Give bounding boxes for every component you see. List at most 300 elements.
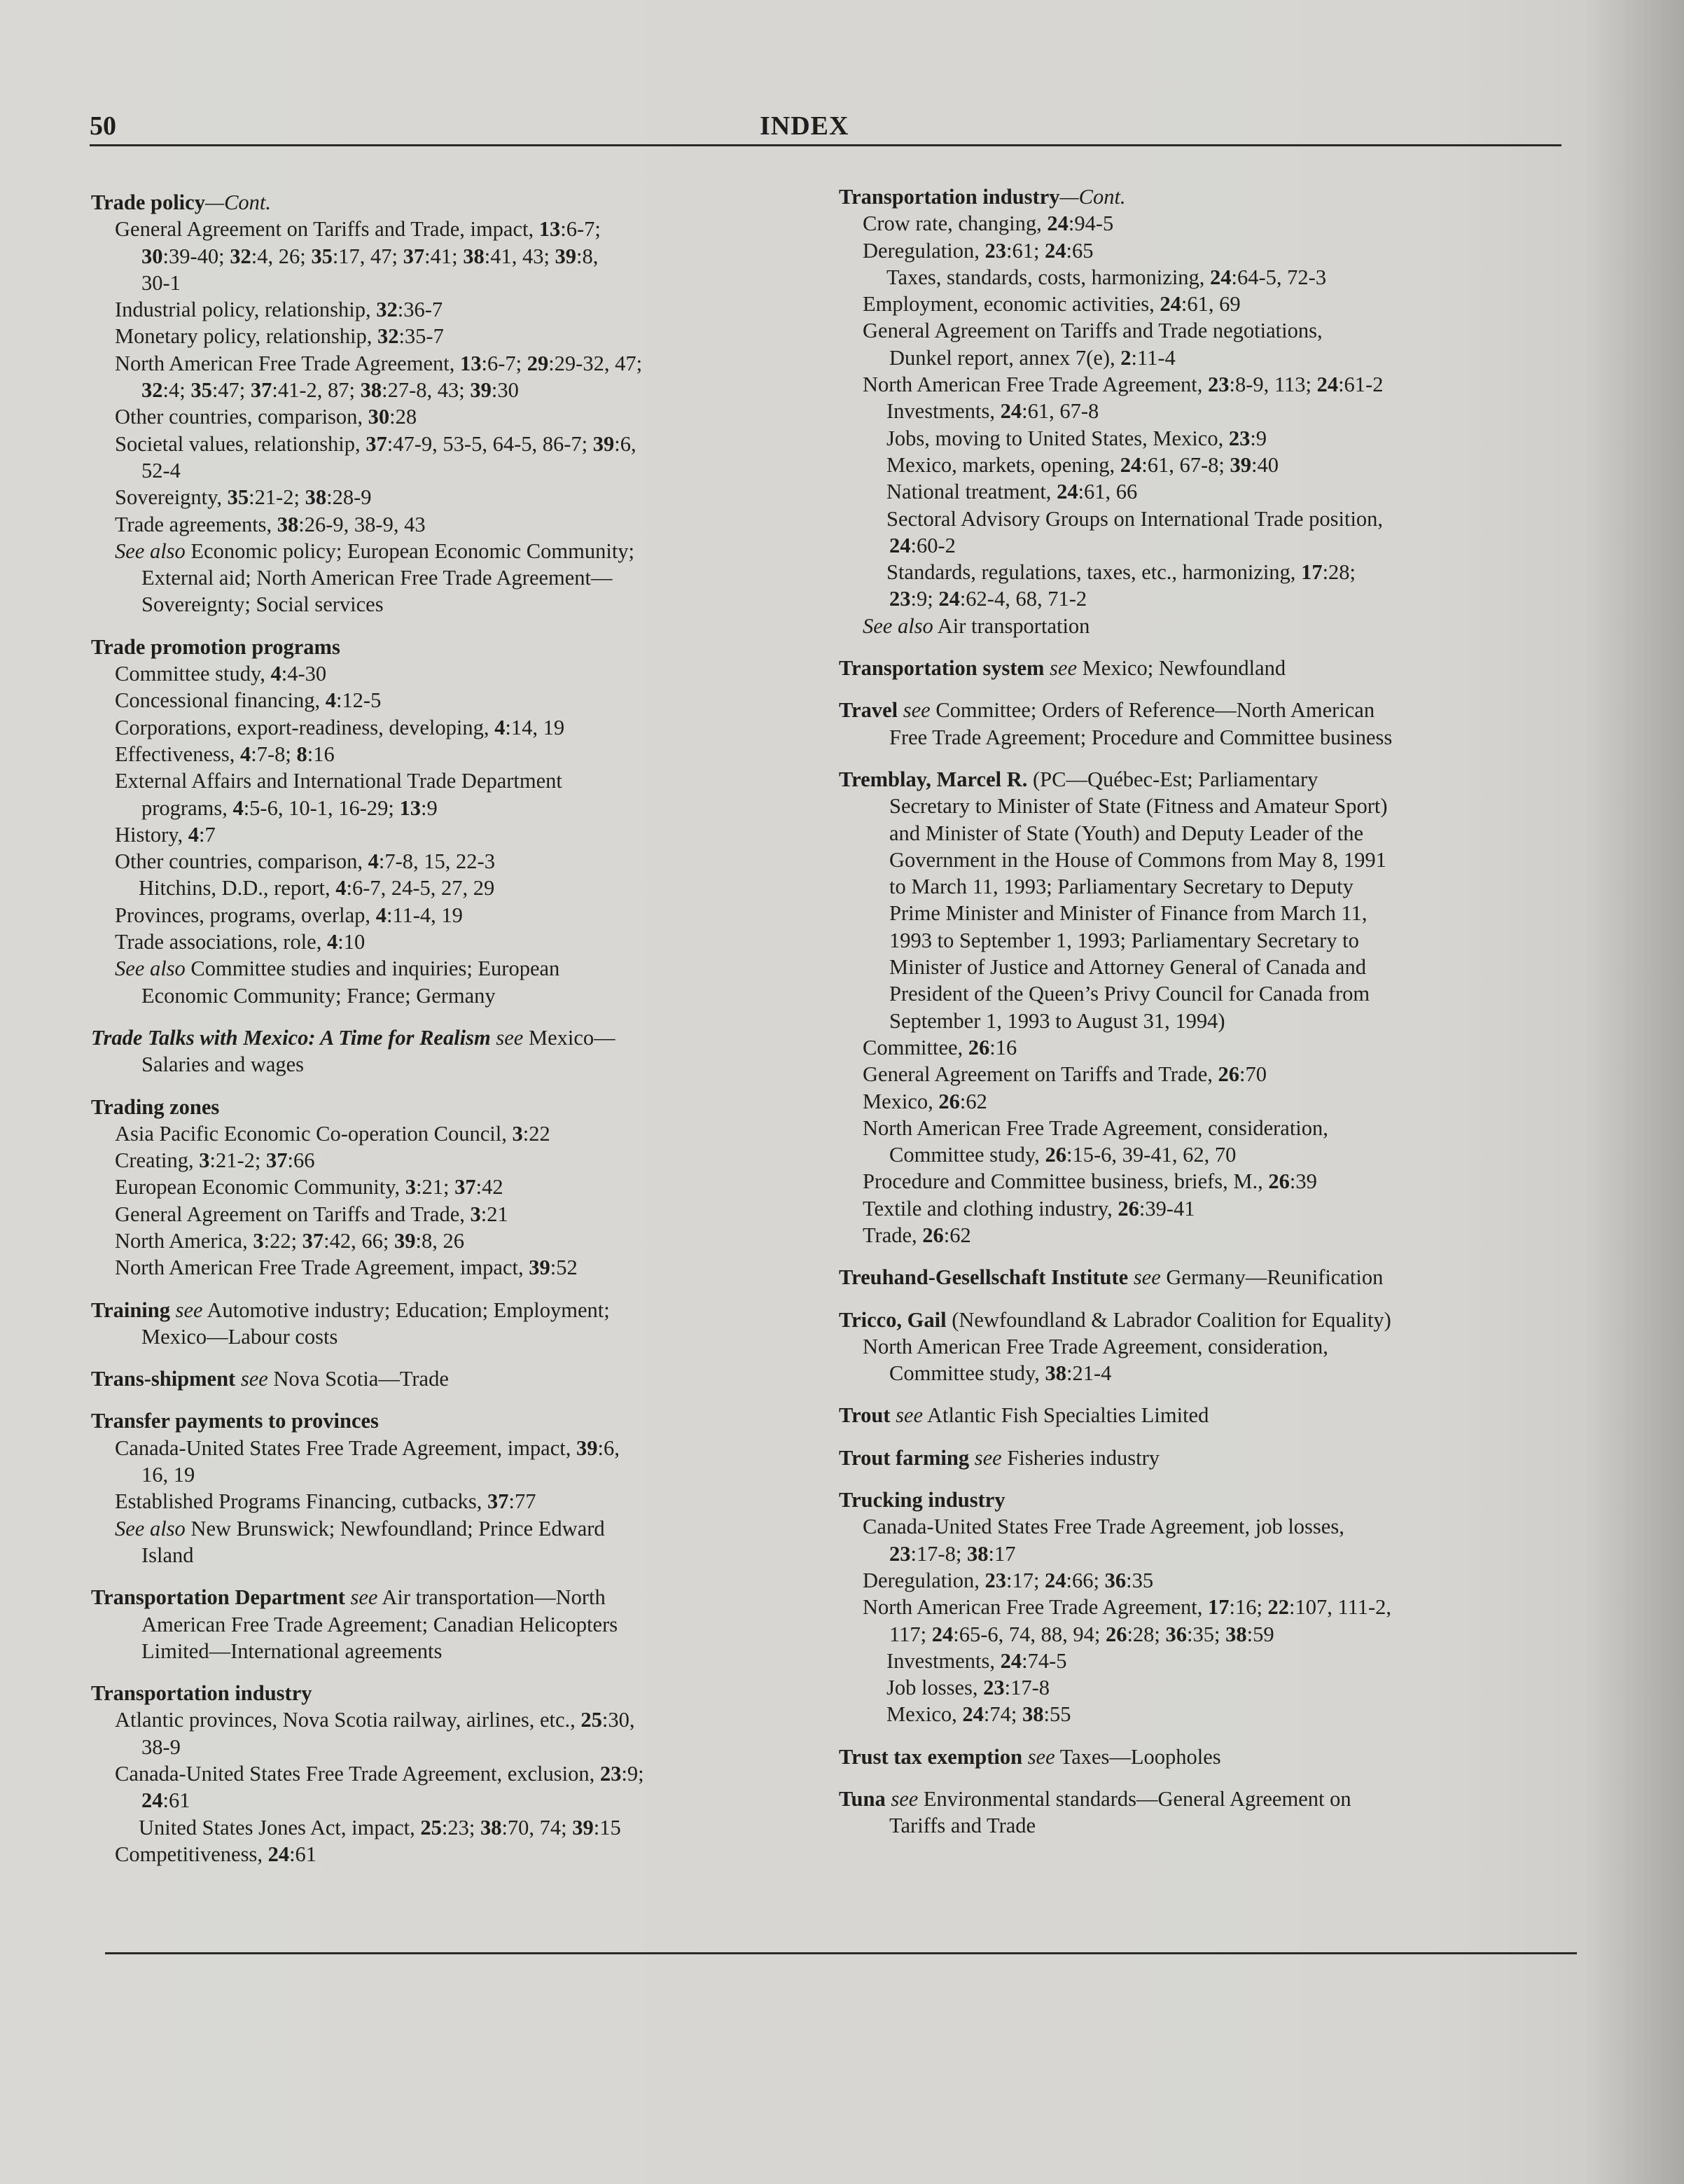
text-run: General Agreement on Tariffs and Trade, impact, [115,217,539,242]
bold-text: 25 [420,1815,442,1839]
text-run: :10 [338,930,366,954]
bold-text: 37 [403,244,425,268]
bold-text: 38 [360,378,382,403]
index-subentry-line [91,1841,833,1867]
text-run: North American Free Trade Agreement, [863,1595,1208,1620]
index-subentry-line [91,848,833,875]
index-subentry-line [91,767,833,794]
index-subentry-line [91,1323,833,1350]
text-run: :11-4, 19 [386,903,463,927]
italic-text: See also [115,957,186,981]
text-run: Concessional financing, [115,688,326,713]
index-entry [91,1365,833,1392]
italic-text: see [969,1445,1002,1470]
text-run: Investments, [886,399,1001,424]
text-run: :26-9, 38-9, 43 [298,512,426,536]
index-subentry-line [839,980,1581,1007]
italic-text: See also [115,1516,186,1540]
italic-text: see [1128,1265,1161,1290]
text-run: :6-7, 24-5, 27, 29 [346,876,495,900]
index-subentry-line [91,687,833,714]
text-run: :62 [943,1223,971,1247]
text-run: Canada-United States Free Trade Agreement, exclusion, [115,1762,600,1786]
index-subentry-line [91,821,833,848]
index-heading-line [91,1680,833,1706]
index-subentry-line [839,478,1581,505]
text-run: President of the Queen’s Privy Council for Canada from [889,982,1370,1006]
text-run: :11-4 [1131,345,1176,370]
text-run: :61; [1005,238,1045,263]
index-heading-line [91,189,833,216]
text-run: :61 [162,1788,190,1813]
italic-text: see [170,1298,203,1322]
bold-text: 37 [266,1148,288,1173]
text-run: Other countries, comparison, [115,405,368,429]
text-run: :66 [287,1148,315,1173]
index-subentry-line [839,1648,1581,1674]
index-subentry-line [91,1542,833,1569]
bold-text: Trucking industry [839,1488,1005,1512]
index-subentry-line [91,243,833,270]
text-run: Germany—Reunification [1160,1265,1384,1290]
bold-text: 38 [480,1815,502,1839]
bold-text: 24 [1000,1648,1022,1673]
bold-text: 24 [1057,480,1078,504]
text-run: :14, 19 [505,715,565,739]
text-run: General Agreement on Tariffs and Trade, [863,1062,1218,1087]
text-run: Canada-United States Free Trade Agreement, impact, [115,1435,576,1460]
text-run: Societal values, relationship, [115,431,366,456]
text-run: 52-4 [141,458,181,482]
index-subentry-line [839,1621,1581,1648]
index-subentry-line [839,1540,1581,1567]
index-subentry-line [91,1254,833,1281]
text-run: Deregulation, [863,238,985,263]
text-run: :21-2; [249,485,305,510]
index-subentry-line [839,506,1581,532]
index-heading-line [91,1584,833,1611]
text-run: :9; [621,1762,644,1786]
italic-text: see [1044,656,1077,681]
bold-text: 24 [141,1788,163,1813]
index-subentry-line [839,317,1581,344]
text-run: :35; [1187,1622,1226,1646]
text-run: Sectoral Advisory Groups on International Trade position, [886,506,1384,531]
bold-text: 24 [1120,452,1142,477]
text-run: :7-8, 15, 22-3 [378,849,495,874]
text-run: :30 [491,378,519,403]
bold-text: 32 [376,298,398,322]
bold-text: Transportation industry [839,185,1060,209]
text-run: Air transportation [933,613,1090,638]
text-run: :21 [480,1202,508,1226]
bold-text: 26 [968,1035,990,1059]
index-entry [839,1402,1581,1428]
bold-text: Trout farming [839,1445,970,1470]
bold-text: 3 [512,1121,523,1146]
bold-text: 37 [366,431,387,456]
text-run: :9 [1250,426,1267,450]
text-run: Committee study, [115,662,271,686]
text-run: Canada-United States Free Trade Agreement, job losses, [863,1515,1344,1539]
text-run: :15 [593,1815,621,1839]
index-entry [839,766,1581,1249]
text-run: Trade agreements, [115,512,277,536]
text-run: North American Free Trade Agreement, impact, [115,1256,529,1280]
index-subentry-line [839,1115,1581,1141]
index-subentry-line [91,296,833,323]
bold-text: 4 [239,742,251,766]
index-subentry-line [91,1120,833,1147]
index-heading-line [91,1297,833,1323]
text-run: :23; [441,1815,480,1839]
text-run: History, [115,822,188,847]
text-run: :4-30 [281,662,327,686]
text-run: Prime Minister and Minister of Finance from March 11, [889,901,1368,926]
text-run: :4; [162,378,191,403]
bold-text: 35 [311,244,333,268]
bold-text: 39 [1230,452,1251,477]
text-run: Procedure and Committee business, briefs, M., [863,1169,1269,1194]
bold-text: 38 [463,244,485,268]
index-subentry-line [839,1061,1581,1087]
text-run: :17-8; [910,1541,967,1566]
text-run: Sovereignty, [115,485,228,510]
bold-text: 4 [270,662,281,686]
index-heading-line [91,1024,833,1051]
bold-text: 3 [405,1175,417,1199]
index-subentry-line [91,1488,833,1515]
bold-text: 24 [1000,399,1022,424]
index-heading-line [91,1365,833,1392]
bold-text: Transfer payments to provinces [91,1409,379,1433]
text-run: Committee study, [889,1143,1045,1167]
italic-text: See also [115,538,186,563]
index-subentry-line [839,1674,1581,1701]
index-subentry-line [91,875,833,901]
text-run: Committee, [863,1035,968,1059]
bold-text: 24 [938,587,960,611]
text-run: :64-5, 72-3 [1231,265,1327,289]
bold-text: 37 [454,1175,476,1199]
bold-text: Trading zones [91,1094,220,1119]
bold-text: 3 [253,1228,264,1253]
index-subentry-line [91,982,833,1009]
text-run: :77 [508,1489,536,1514]
text-run: Standards, regulations, taxes, etc., harmonizing, [886,560,1302,585]
text-run: :62-4, 68, 71-2 [959,587,1087,611]
bold-text: Tremblay, Marcel R. [839,767,1028,791]
text-run: Effectiveness, [115,742,240,766]
index-entry [839,1445,1581,1471]
text-run: Trade, [863,1223,923,1247]
text-run: (PC—Québec-Est; Parliamentary [1027,767,1318,791]
text-run: United States Jones Act, impact, [139,1815,421,1839]
text-run: American Free Trade Agreement; Canadian Helicopters [141,1612,618,1636]
bold-text: 39 [592,431,615,456]
index-subentry-line [91,1611,833,1638]
index-subentry-line [839,1195,1581,1222]
index-subentry-line [91,1435,833,1461]
bold-text: 38 [277,512,299,536]
index-subentry-line [91,928,833,955]
text-run: 117; [889,1622,932,1646]
text-run: 16, 19 [141,1463,195,1487]
index-entry [839,697,1581,751]
index-subentry-line [839,371,1581,398]
bold-text: 39 [572,1815,594,1839]
text-run: :55 [1043,1702,1071,1727]
text-run: :16 [307,742,335,766]
text-run: :61 [289,1842,317,1866]
text-run: :28; [1322,560,1356,585]
text-run: Committee study, [889,1361,1045,1386]
bold-text: 37 [302,1228,324,1253]
index-entry [839,1307,1581,1387]
italic-text: see [345,1585,378,1610]
text-run: :17 [988,1541,1016,1566]
bold-text: 26 [1218,1062,1239,1087]
text-run: :17; [1005,1568,1045,1592]
index-subentry-line [839,1812,1581,1839]
index-subentry-line [839,210,1581,237]
text-run: :74-5 [1022,1648,1067,1673]
text-run: :27-8, 43; [382,378,471,403]
index-heading-line [839,766,1581,793]
text-run: :36-7 [397,298,443,322]
bold-text: Trade Talks with Mexico: A Time for Realism [91,1025,491,1050]
index-subentry-line [91,795,833,821]
index-heading-line [839,655,1581,681]
index-subentry-line [839,820,1581,847]
text-run: Monetary policy, relationship, [115,324,377,349]
index-heading-line [839,1487,1581,1513]
italic-text: See also [863,613,933,638]
text-run: Economic policy; European Economic Community; [185,538,635,563]
text-run: General Agreement on Tariffs and Trade negotiations, [863,319,1323,343]
text-run: Air transportation—North [377,1585,606,1610]
bold-text: 30 [368,405,390,429]
index-entry [839,1786,1581,1839]
text-run: programs, [141,795,233,820]
text-run: Employment, economic activities, [863,292,1160,317]
index-subentry-line [839,345,1581,371]
text-run: :70 [1239,1062,1267,1087]
text-run: :22 [522,1121,550,1146]
index-subentry-line [839,425,1581,452]
text-run: Salaries and wages [141,1052,305,1077]
text-run: Limited—International agreements [141,1639,443,1663]
text-run: :61, 69 [1181,292,1241,317]
bold-text: 23 [889,587,911,611]
bold-text: 24 [1210,265,1232,289]
text-run: :6-7; [481,351,527,375]
bold-text: 23 [1228,426,1251,450]
text-run: 30-1 [141,270,181,295]
text-run: National treatment, [886,480,1057,504]
text-run: Taxes, standards, costs, harmonizing, [886,265,1211,289]
text-run: Committee studies and inquiries; European [185,957,560,981]
text-run: Sovereignty; Social services [141,592,384,617]
text-run: :94-5 [1068,211,1114,236]
text-run: Automotive industry; Education; Employment; [202,1298,610,1322]
text-run: :59 [1246,1622,1274,1646]
index-column-right [839,183,1581,1855]
index-subentry-line [839,291,1581,317]
index-subentry-line [91,660,833,687]
text-run: Mexico, markets, opening, [886,452,1120,477]
text-run: Committee; Orders of Reference—North American [930,698,1375,723]
text-run: to March 11, 1993; Parliamentary Secretary to Deputy [889,875,1354,899]
index-subentry-line [839,452,1581,478]
index-subentry-line [91,1051,833,1078]
bold-text: 39 [470,378,492,403]
text-run: and Minister of State (Youth) and Deputy Leader of the [889,821,1364,845]
index-subentry-line [839,900,1581,926]
index-heading-line [839,697,1581,723]
index-subentry-line [91,538,833,564]
index-entry [839,655,1581,681]
bold-text: 30 [141,244,163,268]
bold-text: 35 [227,485,249,510]
index-subentry-line [91,1706,833,1733]
text-run: :28-9 [326,485,372,510]
bold-text: 4 [368,849,379,874]
text-run: :8, 26 [415,1228,464,1253]
text-run: Fisheries industry [1001,1445,1160,1470]
text-run: 38-9 [141,1734,181,1759]
bold-text: 17 [1301,560,1323,585]
text-run: Provinces, programs, overlap, [115,903,376,927]
text-run: :7 [199,822,216,847]
index-subentry-line [91,1147,833,1174]
text-run: Investments, [886,1648,1001,1673]
text-run: :47-9, 53-5, 64-5, 86-7; [387,431,593,456]
index-heading-line [839,183,1581,210]
bold-text: 4 [326,930,338,954]
bold-text: Trade policy [91,190,205,214]
index-subentry-line [839,1567,1581,1594]
text-run: Other countries, comparison, [115,849,368,874]
text-run: :62 [959,1089,987,1113]
bold-text: 23 [889,1541,911,1566]
bold-text: 39 [394,1228,416,1253]
text-run: New Brunswick; Newfoundland; Prince Edward [185,1516,605,1540]
text-run: Government in the House of Commons from May 8, 1991 [889,847,1386,872]
text-run: Deregulation, [863,1568,985,1592]
bold-text: 38 [305,485,327,510]
italic-text: see [890,1403,924,1428]
text-run: :65 [1066,238,1094,263]
text-run: :29-32, 47; [548,351,643,375]
index-entry [91,1680,833,1867]
text-run: :22; [263,1228,302,1253]
text-run: Hitchins, D.D., report, [139,876,336,900]
bold-text: 24 [1316,373,1339,397]
text-run: :9 [421,795,438,820]
bold-text: 23 [983,1676,1005,1700]
index-subentry-line [839,1701,1581,1727]
text-run: Established Programs Financing, cutbacks, [115,1489,487,1514]
bold-text: 26 [938,1089,960,1113]
index-subentry-line [91,955,833,982]
text-run: :6-7; [560,217,601,242]
index-subentry-line [91,1227,833,1254]
text-run: Mexico; Newfoundland [1077,656,1286,681]
index-subentry-line [839,1141,1581,1168]
index-entry [839,1264,1581,1291]
italic-text: see [898,698,931,723]
index-heading-line [839,1264,1581,1291]
index-subentry-line [839,532,1581,559]
bold-text: 13 [459,351,482,375]
index-subentry-line [91,714,833,741]
index-subentry-line [91,1814,833,1841]
index-subentry-line [91,741,833,767]
text-run: European Economic Community, [115,1175,405,1199]
text-run: :61, 66 [1078,480,1138,504]
bold-text: 24 [1045,238,1066,263]
text-run: Environmental standards—General Agreement on [918,1787,1351,1811]
index-subentry-line [839,264,1581,291]
index-entry [91,634,833,1009]
bold-text: 32 [230,244,251,268]
bold-text: Transportation Department [91,1585,345,1610]
text-run: External aid; North American Free Trade Agreement— [141,566,613,590]
bold-text: 32 [141,378,163,403]
index-subentry-line [91,431,833,457]
index-subentry-line [839,613,1581,639]
text-run: :28 [389,405,417,429]
bold-text: 4 [494,715,506,739]
index-subentry-line [91,564,833,591]
text-run: :28; [1127,1622,1166,1646]
text-run: :35-7 [398,324,444,349]
page-number: 50 [90,111,116,141]
index-subentry-line [839,1594,1581,1620]
text-run: :61, 67-8 [1022,399,1099,424]
bold-text: 38 [1022,1702,1044,1727]
bold-text: 36 [1104,1568,1127,1592]
text-run: External Affairs and International Trade Department [115,769,562,793]
index-subentry-line [839,927,1581,954]
index-heading-line [91,634,833,660]
bold-text: 26 [1105,1622,1127,1646]
text-run: :4, 26; [251,244,312,268]
text-run: :66; [1066,1568,1105,1592]
index-entry [91,1094,833,1281]
index-subentry-line [839,873,1581,900]
text-run: Competitiveness, [115,1842,268,1866]
bold-text: 23 [1207,373,1230,397]
text-run: :47; [211,378,251,403]
bold-text: Training [91,1298,170,1322]
bold-text: 2 [1120,345,1132,370]
text-run: Free Trade Agreement; Procedure and Committee business [889,725,1393,749]
index-subentry-line [839,724,1581,751]
bold-text: 26 [1045,1143,1067,1167]
text-run: North American Free Trade Agreement, consideration, [863,1334,1328,1358]
text-run: North American Free Trade Agreement, [115,351,460,375]
bold-text: 38 [966,1541,989,1566]
index-entry [839,1744,1581,1770]
bold-text: 39 [555,244,577,268]
text-run: September 1, 1993 to August 31, 1994) [889,1008,1225,1033]
text-run: Creating, [115,1148,200,1173]
italic-text: —Cont. [204,190,272,214]
index-heading-line [839,1445,1581,1471]
bold-text: 4 [188,822,200,847]
